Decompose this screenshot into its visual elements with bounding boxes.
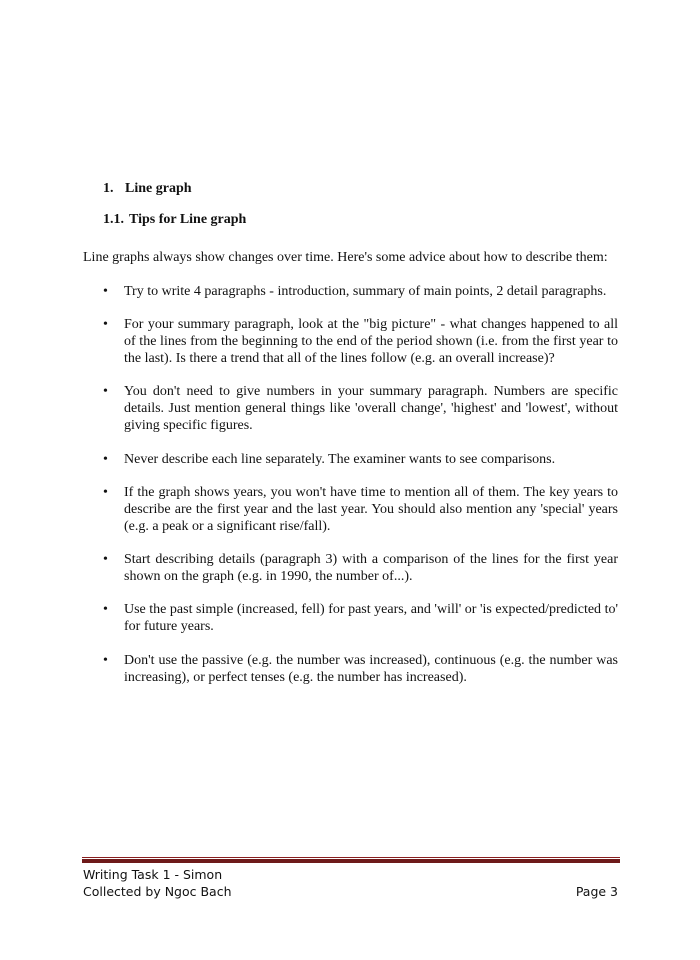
- list-item: [103, 652, 618, 686]
- tip-text: Try to write 4 paragraphs - introduction, summary of main points, 2 detail paragraphs.: [124, 284, 607, 299]
- tip-text: Use the past simple (increased, fell) for past years, and 'will' or 'is expected/predicted to' for future years.: [124, 602, 618, 634]
- list-item: [103, 601, 618, 635]
- bullet-icon: •: [103, 452, 108, 467]
- list-item: [103, 484, 618, 535]
- footer-divider-thick: [82, 859, 620, 863]
- footer-line-1: Writing Task 1 - Simon: [83, 867, 223, 882]
- tip-text: Start describing details (paragraph 3) with a comparison of the lines for the first year shown on the graph (e.g. in 1990, the number of...).: [124, 552, 618, 584]
- list-item: [103, 283, 618, 300]
- footer-credits: [83, 866, 232, 900]
- footer-line-2: Collected by Ngoc Bach: [83, 884, 232, 899]
- bullet-icon: •: [103, 284, 108, 299]
- bullet-icon: •: [103, 384, 108, 399]
- tip-text: You don't need to give numbers in your summary paragraph. Numbers are specific details. Just mention general things like 'overall change', 'highest' and 'lowest', without giving specific figures.: [124, 384, 618, 433]
- footer-divider-thin: [82, 857, 620, 858]
- subsection-number: 1.1.: [103, 212, 124, 227]
- section-number: 1.: [103, 181, 114, 196]
- tip-text: For your summary paragraph, look at the "big picture" - what changes happened to all of the lines from the beginning to the end of the period shown (i.e. from the first year to the last). Is there a trend that all of the lines follow (e.g. an overall increase)?: [124, 317, 618, 366]
- tip-text: If the graph shows years, you won't have time to mention all of them. The key years to describe are the first year and the last year. You should also mention any 'special' years (e.g. a peak or a significant rise/fall).: [124, 485, 618, 534]
- bullet-icon: •: [103, 317, 108, 332]
- list-item: [103, 316, 618, 367]
- list-item: [103, 383, 618, 434]
- bullet-icon: •: [103, 653, 108, 668]
- footer-divider: [82, 857, 620, 863]
- section-heading: [103, 181, 192, 197]
- subsection-title: Tips for Line graph: [129, 212, 247, 227]
- section-title: Line graph: [125, 181, 192, 196]
- bullet-icon: •: [103, 485, 108, 500]
- list-item: [103, 551, 618, 585]
- tip-text: Never describe each line separately. The examiner wants to see comparisons.: [124, 452, 556, 467]
- tip-text: Don't use the passive (e.g. the number was increased), continuous (e.g. the number was increasing), or perfect tenses (e.g. the number has increased).: [124, 653, 618, 685]
- bullet-icon: •: [103, 552, 108, 567]
- page-number: Page 3: [575, 884, 618, 899]
- intro-paragraph: Line graphs always show changes over time. Here's some advice about how to describe them:: [83, 250, 608, 265]
- subsection-heading: [103, 212, 246, 228]
- bullet-icon: •: [103, 602, 108, 617]
- list-item: [103, 451, 618, 468]
